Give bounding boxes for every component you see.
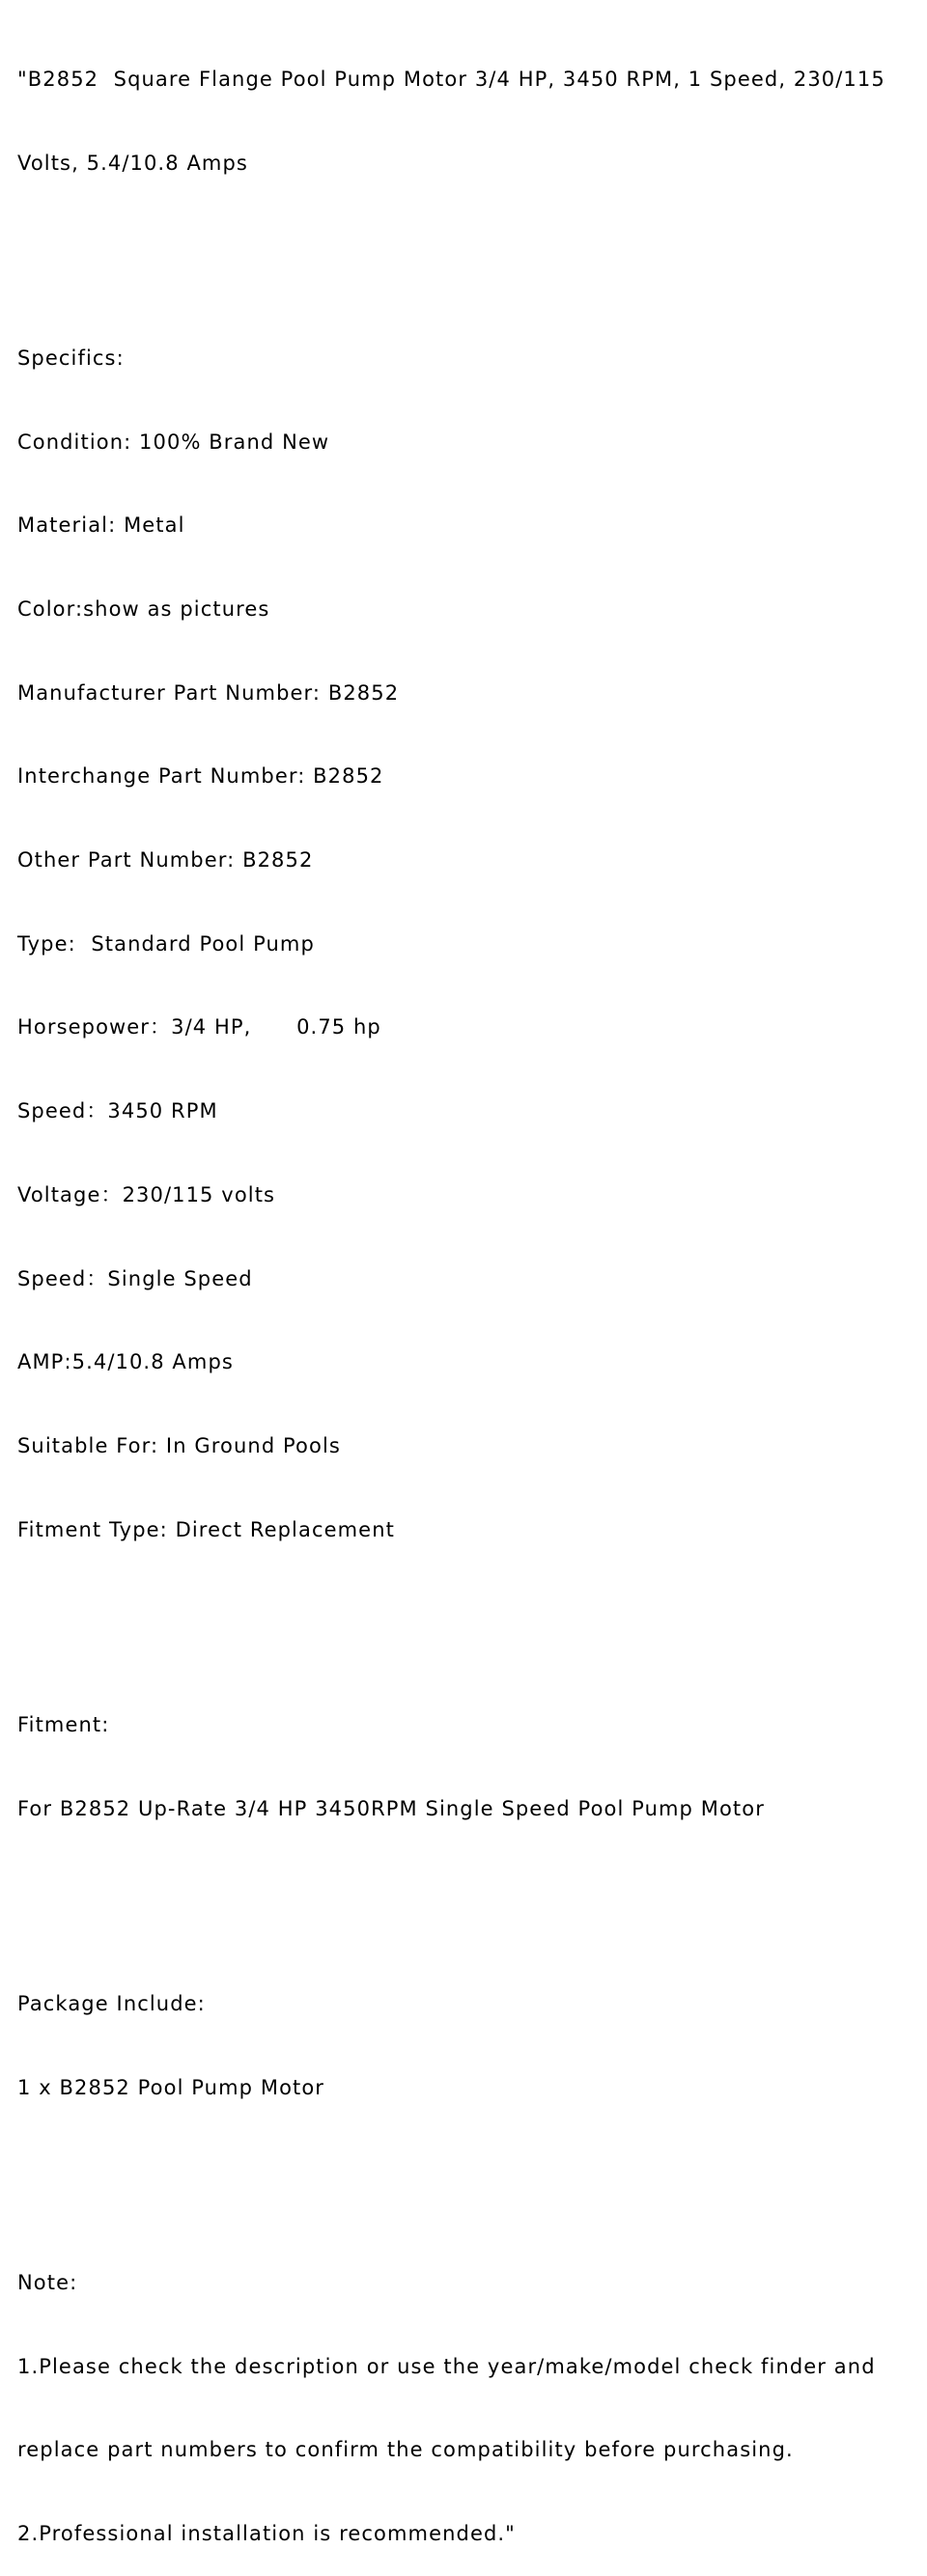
spec-suitable-for: Suitable For: In Ground Pools (17, 1433, 341, 1457)
spec-horsepower: Horsepower：3/4 HP, 0.75 hp (17, 1015, 381, 1039)
spacer (17, 1599, 915, 1627)
spacer (17, 2157, 915, 2185)
specifics-heading: Specifics: (17, 346, 125, 370)
spec-color: Color:show as pictures (17, 596, 270, 621)
package-heading: Package Include: (17, 1992, 206, 2015)
package-text: 1 x B2852 Pool Pump Motor (17, 2075, 325, 2099)
spec-voltage: Voltage：230/115 volts (17, 1182, 276, 1206)
spec-material: Material: Metal (17, 513, 185, 538)
spec-type: Type: Standard Pool Pump (17, 931, 315, 956)
product-description (17, 10, 915, 2576)
spec-interchange-part-number: Interchange Part Number: B2852 (17, 764, 384, 789)
spec-manufacturer-part-number: Manufacturer Part Number: B2852 (17, 680, 400, 705)
note-line-3: 2.Professional installation is recommended." (17, 2522, 516, 2546)
spacer (17, 233, 915, 261)
title-line-1: "B2852 Square Flange Pool Pump Motor 3/4 HP, 3450 RPM, 1 Speed, 230/115 (17, 67, 885, 91)
note-line-2: replace part numbers to confirm the compatibility before purchasing. (17, 2438, 794, 2462)
note-line-1: 1.Please check the description or use the year/make/model check finder and (17, 2354, 876, 2378)
spacer (17, 1878, 915, 1906)
fitment-text: For B2852 Up-Rate 3/4 HP 3450RPM Single Speed Pool Pump Motor (17, 1796, 765, 1820)
fitment-heading: Fitment: (17, 1712, 110, 1736)
spec-other-part-number: Other Part Number: B2852 (17, 848, 314, 873)
spec-speed-rpm: Speed：3450 RPM (17, 1099, 218, 1123)
note-heading: Note: (17, 2271, 78, 2295)
spec-condition: Condition: 100% Brand New (17, 429, 330, 454)
spec-amp: AMP:5.4/10.8 Amps (17, 1350, 234, 1374)
spec-fitment-type: Fitment Type: Direct Replacement (17, 1517, 395, 1541)
title-line-2: Volts, 5.4/10.8 Amps (17, 151, 248, 175)
spec-speed-type: Speed：Single Speed (17, 1266, 253, 1290)
